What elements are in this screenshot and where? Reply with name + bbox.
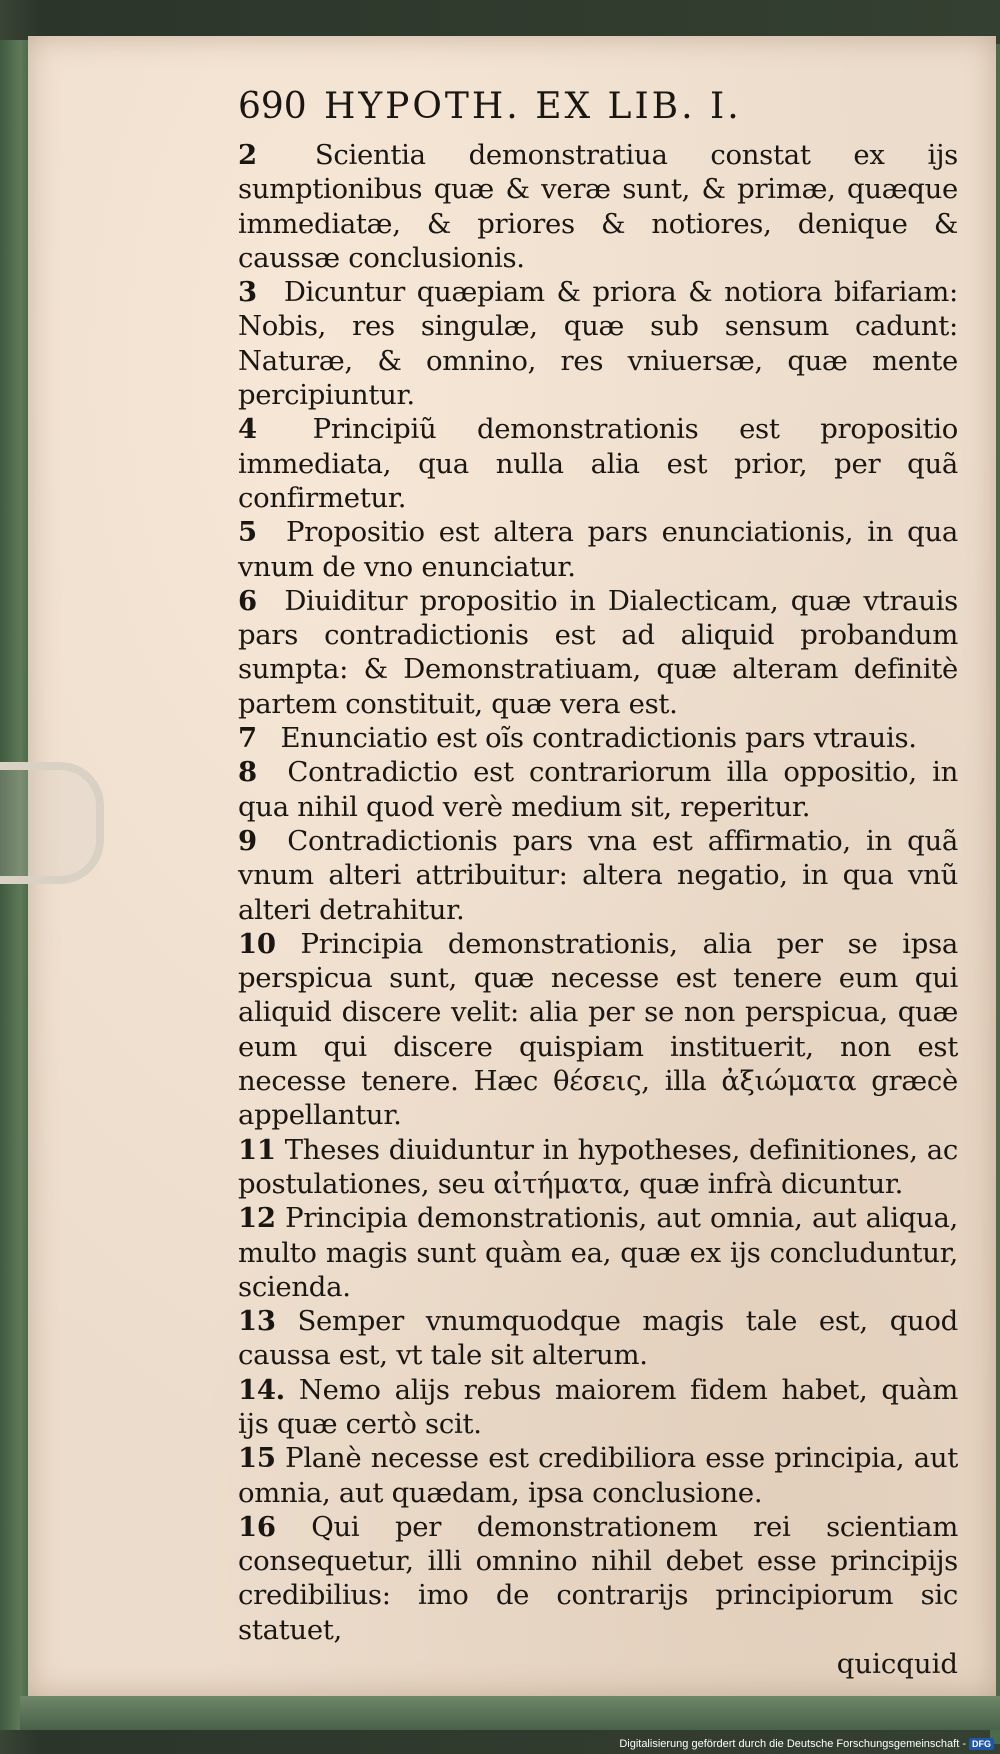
proposition-number: 5 [238,516,257,549]
running-title: HYPOTH. EX LIB. I. [324,86,742,127]
dfg-logo: DFG [969,1738,994,1750]
proposition [238,1510,958,1647]
proposition [238,721,958,755]
proposition [238,755,958,824]
proposition-text: Diuiditur propositio in Dialecticam, quæ vtrauis pars contradictionis est ad aliquid probandum sumpta: & Demonstratiuam, quæ alteram definitè partem constituit, quæ vera est. [238,584,958,720]
proposition-text: Theses diuiduntur in hypotheses, definitiones, ac postulationes, seu αἰτήματα, quæ infrà dicuntur. [238,1133,958,1200]
proposition-text: Contradictio est contrariorum illa oppositio, in qua nihil quod verè medium sit, reperitur. [238,756,958,823]
book-clasp [0,762,104,884]
proposition [238,275,958,412]
digitization-credit [619,1738,994,1750]
proposition-number: 12 [238,1202,276,1235]
proposition-text: Propositio est altera pars enunciationis, in qua vnum de vno enunciatur. [238,516,958,583]
proposition-number: 14. [238,1373,285,1406]
proposition [238,515,958,584]
book-bottom-edge [20,1696,1000,1730]
credit-text: Digitalisierung gefördert durch die Deutsche Forschungsgemeinschaft - [619,1738,966,1750]
proposition-number: 4 [238,413,257,446]
proposition-number: 6 [238,584,257,617]
proposition-text: Dicuntur quæpiam & priora & notiora bifariam: Nobis, res singulæ, quæ sub sensum cadunt: Naturæ, & omnino, res vniuersæ, quæ mente percipiuntur. [238,276,958,412]
proposition [238,138,958,275]
proposition [238,412,958,515]
proposition [238,1133,958,1202]
proposition-text: Nemo alijs rebus maiorem fidem habet, quàm ijs quæ certò scit. [238,1373,958,1440]
proposition-number: 10 [238,927,276,960]
page-header [238,86,958,138]
proposition-number: 13 [238,1305,276,1338]
catchword: quicquid [836,1648,958,1681]
proposition-text: Principia demonstrationis, alia per se ipsa perspicua sunt, quæ necesse est tenere eum qui aliquid discere velit: alia per se non perspicua, quæ eum qui discere quispiam instituerit, non est necesse tenere. Hæc θέσεις, illa ἀξιώματα græcè appellantur. [238,927,958,1132]
proposition-text: Principiũ demonstrationis est propositio immediata, qua nulla alia est prior, per quã confirmetur. [238,413,958,514]
proposition-number: 9 [238,824,257,857]
proposition [238,1201,958,1304]
proposition-text: Qui per demonstrationem rei scientiam consequetur, illi omnino nihil debet esse principijs credibilius: imo de contrarijs principiorum sic statuet, [238,1510,958,1646]
proposition [238,1373,958,1442]
page-text [238,86,958,1681]
proposition [238,927,958,1133]
proposition-number: 16 [238,1510,276,1543]
proposition [238,584,958,721]
proposition-text: Scientia demonstratiua constat ex ijs sumptionibus quæ & veræ sunt, & primæ, quæque immediatæ, & priores & notiores, denique & caussæ conclusionis. [238,139,958,274]
proposition [238,1441,958,1510]
proposition-text: Semper vnumquodque magis tale est, quod caussa est, vt tale sit alterum. [238,1305,958,1372]
proposition-number: 7 [238,722,257,755]
proposition-number: 11 [238,1133,276,1166]
proposition [238,824,958,927]
proposition-number: 8 [238,756,257,789]
proposition-text: Principia demonstrationis, aut omnia, aut aliqua, multo magis sunt quàm ea, quæ ex ijs concluduntur, scienda. [238,1202,958,1303]
proposition-text: Planè necesse est credibiliora esse principia, aut omnia, aut quædam, ipsa conclusione. [238,1442,958,1509]
proposition-text: Contradictionis pars vna est affirmatio, in quã vnum alteri attribuitur: altera negatio, in qua vnũ alteri detrahitur. [238,824,958,926]
proposition-number: 2 [238,139,257,171]
proposition-number: 15 [238,1442,276,1475]
proposition [238,1304,958,1373]
page-number: 690 [238,86,307,127]
proposition-number: 3 [238,276,257,309]
proposition-text: Enunciatio est oĩs contradictionis pars vtrauis. [280,722,917,755]
